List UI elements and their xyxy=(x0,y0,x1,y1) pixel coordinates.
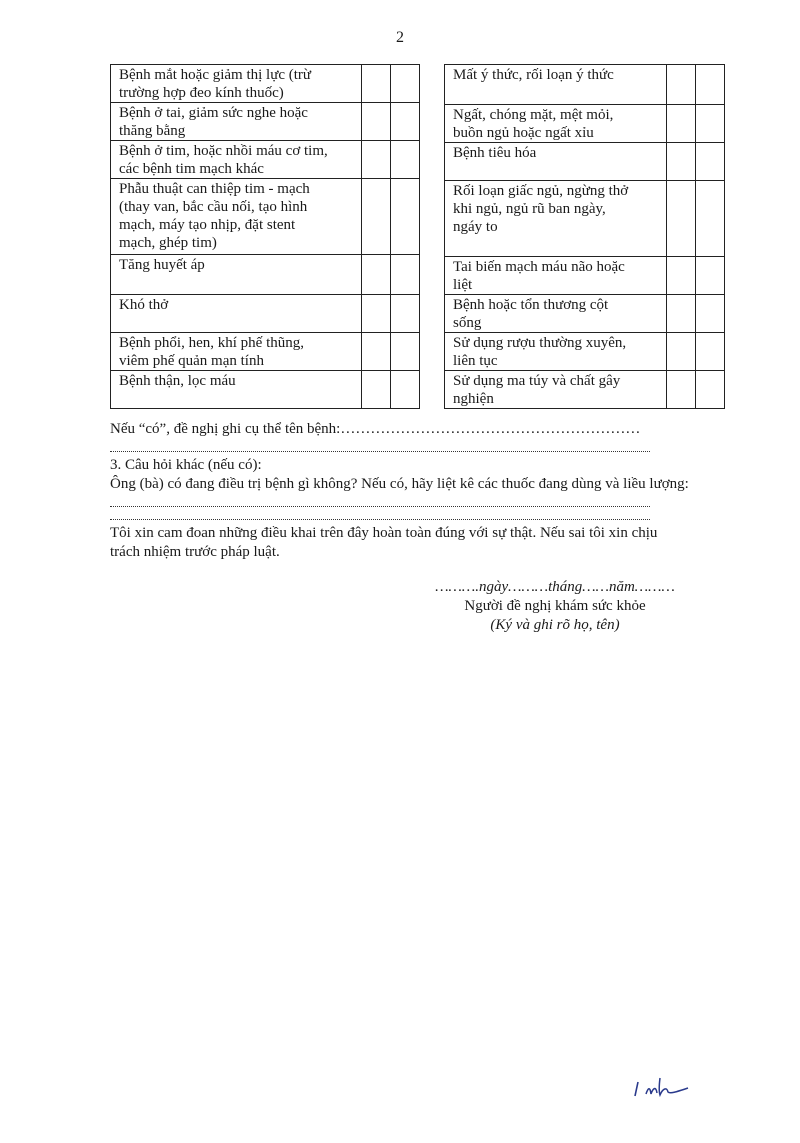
no-checkbox[interactable] xyxy=(390,103,419,141)
condition-label-line: ngáy to xyxy=(453,219,498,235)
condition-label-line: Khó thở xyxy=(119,297,169,313)
no-checkbox[interactable] xyxy=(390,141,419,179)
medication-field-line-2[interactable] xyxy=(110,519,650,520)
condition-label-line: Sử dụng rượu thường xuyên, xyxy=(453,335,627,351)
condition-label xyxy=(111,179,362,255)
condition-label-line: Tăng huyết áp xyxy=(119,257,205,273)
condition-label-line: Ngất, chóng mặt, mệt mỏi, xyxy=(453,107,614,123)
no-checkbox[interactable] xyxy=(390,295,419,333)
condition-label-line: liên tục xyxy=(453,353,498,369)
yes-checkbox[interactable] xyxy=(667,105,696,143)
condition-label-line: Phẫu thuật can thiệp tim - mạch xyxy=(119,181,310,197)
condition-label xyxy=(445,65,667,105)
condition-label xyxy=(445,333,667,371)
condition-label-line: Bệnh phổi, hen, khí phế thũng, xyxy=(119,335,304,351)
no-checkbox[interactable] xyxy=(696,257,725,295)
condition-label-line: Rối loạn giấc ngủ, ngừng thở xyxy=(453,183,629,199)
medication-field-line-1[interactable] xyxy=(110,506,650,507)
date-line: ……….ngày………tháng……năm……… xyxy=(435,579,675,595)
yes-checkbox[interactable] xyxy=(361,141,390,179)
yes-checkbox[interactable] xyxy=(361,333,390,371)
condition-label-line: Sử dụng ma túy và chất gây xyxy=(453,373,621,389)
no-checkbox[interactable] xyxy=(390,333,419,371)
yes-checkbox[interactable] xyxy=(361,65,390,103)
condition-label xyxy=(111,333,362,371)
condition-label xyxy=(445,143,667,181)
yes-checkbox[interactable] xyxy=(361,255,390,295)
no-checkbox[interactable] xyxy=(696,143,725,181)
condition-label-line: sống xyxy=(453,315,482,331)
no-checkbox[interactable] xyxy=(390,255,419,295)
condition-label xyxy=(445,371,667,409)
left-condition-row xyxy=(111,333,420,371)
condition-label-line: liệt xyxy=(453,277,473,293)
declaration-line-2: trách nhiệm trước pháp luật. xyxy=(110,544,280,560)
no-checkbox[interactable] xyxy=(696,65,725,105)
condition-label-line: Tai biến mạch máu não hoặc xyxy=(453,259,625,275)
condition-label-line: mạch, máy tạo nhịp, đặt stent xyxy=(119,217,296,233)
condition-label xyxy=(111,255,362,295)
condition-label-line: viêm phế quản mạn tính xyxy=(119,353,264,369)
no-checkbox[interactable] xyxy=(696,105,725,143)
condition-label-line: Bệnh ở tim, hoặc nhồi máu cơ tim, xyxy=(119,143,328,159)
no-checkbox[interactable] xyxy=(390,371,419,409)
section-3-title: 3. Câu hỏi khác (nếu có): xyxy=(110,457,262,473)
condition-label-line: buồn ngủ hoặc ngất xỉu xyxy=(453,125,594,141)
yes-checkbox[interactable] xyxy=(667,143,696,181)
health-checklist-left xyxy=(110,64,420,409)
yes-checkbox[interactable] xyxy=(361,371,390,409)
condition-label-line: Bệnh tiêu hóa xyxy=(453,145,537,161)
no-checkbox[interactable] xyxy=(696,295,725,333)
yes-checkbox[interactable] xyxy=(667,65,696,105)
condition-label xyxy=(111,295,362,333)
condition-label-line: các bệnh tim mạch khác xyxy=(119,161,264,177)
right-condition-row xyxy=(445,333,725,371)
left-condition-row xyxy=(111,103,420,141)
right-condition-row xyxy=(445,143,725,181)
yes-checkbox[interactable] xyxy=(361,295,390,333)
health-checklist xyxy=(110,64,730,420)
yes-checkbox[interactable] xyxy=(667,333,696,371)
right-condition-row xyxy=(445,257,725,295)
yes-checkbox[interactable] xyxy=(667,371,696,409)
left-condition-row xyxy=(111,141,420,179)
left-condition-row xyxy=(111,295,420,333)
signer-note: (Ký và ghi rõ họ, tên) xyxy=(490,617,620,633)
condition-label xyxy=(445,105,667,143)
no-checkbox[interactable] xyxy=(696,181,725,257)
handwritten-initials-signature xyxy=(632,1072,702,1102)
condition-label xyxy=(111,141,362,179)
condition-label-line: Bệnh mắt hoặc giảm thị lực (trừ xyxy=(119,67,312,83)
right-condition-row xyxy=(445,181,725,257)
right-condition-row xyxy=(445,371,725,409)
yes-checkbox[interactable] xyxy=(667,257,696,295)
declaration-line-1: Tôi xin cam đoan những điều khai trên đây hoàn toàn đúng với sự thật. Nếu sai tôi xin chịu xyxy=(110,525,658,541)
yes-checkbox[interactable] xyxy=(361,103,390,141)
condition-label-line: thăng bằng xyxy=(119,123,186,139)
form-body xyxy=(110,64,730,635)
condition-label xyxy=(445,295,667,333)
signer-title: Người đề nghị khám sức khỏe xyxy=(464,598,646,614)
condition-label xyxy=(445,181,667,257)
yes-checkbox[interactable] xyxy=(361,179,390,255)
left-condition-row xyxy=(111,371,420,409)
section-3-question: Ông (bà) có đang điều trị bệnh gì không? Nếu có, hãy liệt kê các thuốc đang dùng và liều lượng: xyxy=(110,476,689,492)
yes-checkbox[interactable] xyxy=(667,295,696,333)
condition-label-line: Mất ý thức, rối loạn ý thức xyxy=(453,67,614,83)
condition-label xyxy=(445,257,667,295)
no-checkbox[interactable] xyxy=(390,65,419,103)
health-checklist-right xyxy=(444,64,725,409)
no-checkbox[interactable] xyxy=(390,179,419,255)
condition-label-line: (thay van, bắc cầu nối, tạo hình xyxy=(119,199,308,215)
left-condition-row xyxy=(111,255,420,295)
condition-label-line: Bệnh ở tai, giảm sức nghe hoặc xyxy=(119,105,308,121)
left-condition-row xyxy=(111,179,420,255)
condition-label-line: trường hợp đeo kính thuốc) xyxy=(119,85,284,101)
condition-label-line: Bệnh hoặc tổn thương cột xyxy=(453,297,609,313)
condition-label-line: nghiện xyxy=(453,391,494,407)
condition-label-line: mạch, ghép tim) xyxy=(119,235,217,251)
condition-label xyxy=(111,103,362,141)
disease-name-prompt: Nếu “có”, đề nghị ghi cụ thể tên bệnh:…………………………………………………… xyxy=(110,421,641,437)
no-checkbox[interactable] xyxy=(696,371,725,409)
left-condition-row xyxy=(111,65,420,103)
no-checkbox[interactable] xyxy=(696,333,725,371)
right-condition-row xyxy=(445,295,725,333)
condition-label xyxy=(111,65,362,103)
condition-label-line: khi ngủ, ngủ rũ ban ngày, xyxy=(453,201,606,217)
condition-label-line: Bệnh thận, lọc máu xyxy=(119,373,236,389)
yes-checkbox[interactable] xyxy=(667,181,696,257)
disease-name-field[interactable] xyxy=(110,451,650,452)
page-number: 2 xyxy=(396,29,404,46)
condition-label xyxy=(111,371,362,409)
right-condition-row xyxy=(445,65,725,105)
right-condition-row xyxy=(445,105,725,143)
